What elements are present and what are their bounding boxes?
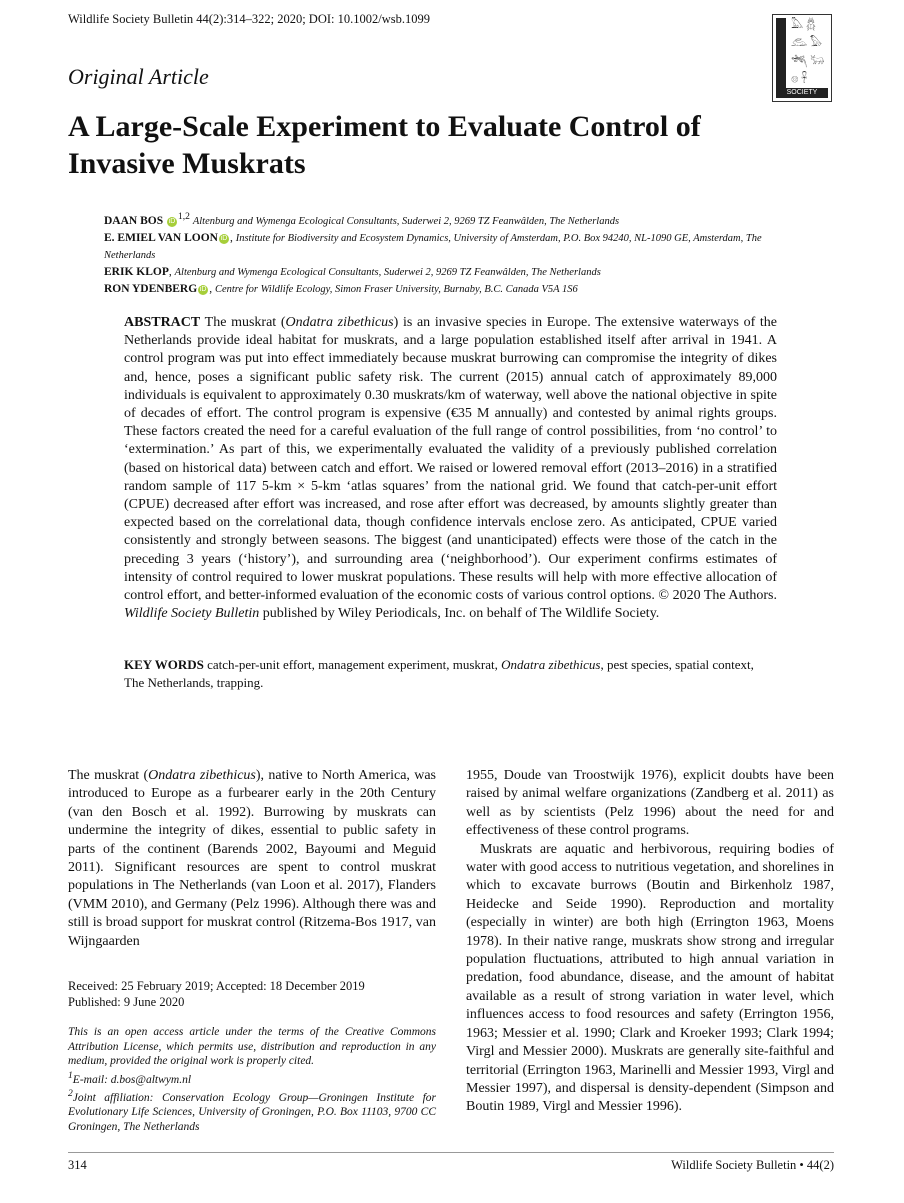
author-list — [104, 208, 784, 298]
footer-journal: Wildlife Society Bulletin • 44(2) — [671, 1158, 834, 1172]
email-note — [68, 1069, 436, 1087]
abstract-text: ) is an invasive species in Europe. The extensive waterways of the Netherlands provide ideal habitat for muskrats, and a large population established itself after arrival in 1941. A control program was put into effect immediately because muskrat burrowing can compromise the integrity of dikes and, hence, poses a significant public safety risk. The current (2015) annual catch of approximately 89,000 individuals is equivalent to approximately 0.30 muskrats/km of waterway, well above the national objective in spite of decades of effort. The control program is expensive (€35 M annually) and contested by animal rights groups. These factors created the need for a careful evaluation of the full range of control possibilities, from ‘no control’ to ‘extermination.’ As part of this, we experimentally evaluated the validity of a previously published correlation (based on historical data) between catch and effort. We raised or lowered removal effort (2013–2016) in a stratified random sample of 117 5-km × 5-km ‘atlas squares’ from the national grid. We found that catch-per-unit effort (CPUE) decreased after effort was increased, and rose after effort was decreased, by amounts slightly greater than expected based on the correlational data, though confidence intervals enclose zero. As anticipated, CPUE varied consistently and strongly between seasons. The biggest (and unanticipated) effects were those of the catch in the preceding 3 years (‘history’), and surrounding area (‘neighborhood’). Our experiment confirms estimates of intensity of control required to lower muskrat populations. These results will help with more effective allocation of control effort, and better-informed evaluation of the economic costs of various control options. © 2020 The Authors. — [124, 315, 778, 604]
body-text: The muskrat ( — [68, 768, 149, 783]
keywords-text: catch-per-unit effort, management experiment, muskrat, — [203, 657, 502, 672]
author-name: ERIK KLOP — [104, 265, 169, 278]
author-entry: RON YDENBERG iD , Centre for Wildlife Ecology, Simon Fraser University, Burnaby, B.C. Canada V5A 1S6 — [104, 282, 578, 295]
body-text: ), native to North America, was introduced to Europe as a furbearer early in the 20th Century (van den Bosch et al. 1992). Burrowing by muskrats can undermine the integrity of dikes, essential to public safety in parts of the continent (Barends 2002, Bayoumi and Meguid 2011). Significant resources are spent to control muskrat populations in The Netherlands (van Loon et al. 2017), Flanders (VMM 2010), and Germany (Pelz 1996). Although there was and still is broad support for muskrat control (Ritzema-Bos 1917, van Wijngaarden — [68, 768, 436, 949]
abstract — [124, 314, 777, 623]
footer-divider — [68, 1152, 834, 1153]
abstract-text: published by Wiley Periodicals, Inc. on behalf of The Wildlife Society. — [259, 606, 660, 622]
footnotes — [68, 1025, 436, 1134]
orcid-icon[interactable]: iD — [220, 234, 228, 242]
logo-glyph: 𓆈 𓃒 — [791, 55, 825, 67]
author-entry: E. EMIEL VAN LOON iD , Institute for Biodiversity and Ecosystem Dynamics, University of Amsterdam, P.O. Box 94240, NL-1090 GE, Amsterdam, The Netherlands — [104, 231, 762, 261]
author-affiliation: Altenburg and Wymenga Ecological Consultants, Suderwei 2, 9269 TZ Feanwâlden, The Netherlands — [174, 266, 601, 278]
received-accepted: Received: 25 February 2019; Accepted: 18 December 2019 — [68, 979, 365, 993]
joint-affiliation-text: Joint affiliation: Conservation Ecology Group—Groningen Institute for Evolutionary Life Sciences, University of Groningen, P.O. Box 11103, 9700 CC Groningen, The Netherlands — [68, 1091, 436, 1133]
society-logo — [772, 14, 832, 102]
logo-strip — [776, 18, 786, 88]
body-paragraph: Muskrats are aquatic and herbivorous, requiring bodies of water with good access to nutritious vegetation, and shorelines in which to excavate burrows (Boutin and Birkenholz 1987, Heidecke and Seide 1990). Reproduction and mortality (especially in winter) are both high (Errington 1963, Moens 1978). In their native range, muskrats show strong and irregular population fluctuations, attributed to high annual variation in predation, food abundance, disease, and the amount of habitat available as a result of strong variation in water level, which influences access to food resources and safety (Errington 1956, 1963; Messier et al. 1990; Clark and Kroeker 1993; Clark 1994; Virgl and Messier 2000). Muskrats are generally site-faithful and territorial (Errington 1963, Marinelli and Messier 1993, Virgl and Messier 1997), and dispersal is density-dependent (Simpson and Boutin 1989, Virgl and Messier 1996). — [466, 841, 834, 1115]
species-name: Ondatra zibethicus — [501, 657, 601, 672]
page-number: 314 — [68, 1158, 87, 1172]
footnote-marker: 1 — [68, 1069, 73, 1081]
article-type: Original Article — [68, 64, 209, 89]
species-name: Ondatra zibethicus — [285, 315, 394, 330]
keywords — [124, 656, 777, 692]
orcid-icon[interactable]: iD — [199, 285, 207, 293]
logo-bar: SOCIETY — [776, 88, 828, 98]
author-name: E. EMIEL VAN LOON — [104, 231, 218, 244]
journal-name: Wildlife Society Bulletin — [124, 606, 260, 622]
body-column-left — [68, 767, 436, 951]
body-column-right — [466, 767, 834, 1117]
journal-citation: Wildlife Society Bulletin 44(2):314–322; 2020; DOI: 10.1002/wsb.1099 — [68, 12, 430, 26]
footnote-marker: 2 — [68, 1087, 73, 1099]
abstract-heading: ABSTRACT — [124, 315, 201, 330]
species-name: Ondatra zibethicus — [148, 768, 256, 783]
logo-glyph: 𓊖 𓋹 — [791, 73, 808, 85]
license-note: This is an open access article under the terms of the Creative Commons Attribution License, which permits use, distribution and reproduction in any medium, provided the original work is properly cited. — [68, 1026, 436, 1067]
author-entry: ERIK KLOP, Altenburg and Wymenga Ecological Consultants, Suderwei 2, 9269 TZ Feanwâlden, The Netherlands — [104, 265, 601, 278]
author-affiliation: Institute for Biodiversity and Ecosystem Dynamics, University of Amsterdam, P.O. Box 94240, NL-1090 GE, Amsterdam, The Netherlands — [104, 232, 762, 261]
author-name: RON YDENBERG — [104, 282, 198, 295]
orcid-icon[interactable]: iD — [168, 217, 176, 225]
article-title: A Large-Scale Experiment to Evaluate Control of Invasive Muskrats — [68, 110, 701, 180]
keywords-heading: KEY WORDS — [124, 657, 204, 672]
author-name: DAAN BOS — [104, 214, 164, 227]
received-dates — [68, 978, 436, 1010]
author-affiliation: Centre for Wildlife Ecology, Simon Fraser University, Burnaby, B.C. Canada V5A 1S6 — [214, 283, 578, 295]
keywords-text: , pest species, spatial context, The Netherlands, trapping. — [124, 657, 754, 690]
joint-affiliation-note — [68, 1087, 436, 1134]
body-paragraph: 1955, Doude van Troostwijk 1976), explicit doubts have been raised by animal welfare organizations (Zandberg et al. 2011) as well as by scientists (Pelz 1996) about the need for and effectiveness of these control programs. — [466, 768, 834, 839]
published-date: Published: 9 June 2020 — [68, 995, 185, 1009]
abstract-text: The muskrat ( — [200, 315, 286, 330]
logo-glyph: 𓅓 𓆣 — [791, 19, 816, 31]
email-text[interactable]: E-mail: d.bos@altwym.nl — [72, 1073, 192, 1086]
author-affiliation: Altenburg and Wymenga Ecological Consultants, Suderwei 2, 9269 TZ Feanwâlden, The Netherlands — [192, 215, 620, 227]
logo-glyph: 𓃹 𓅃 — [791, 37, 823, 49]
author-entry — [104, 208, 784, 230]
author-affiliation-marker: 1,2 — [177, 211, 190, 222]
